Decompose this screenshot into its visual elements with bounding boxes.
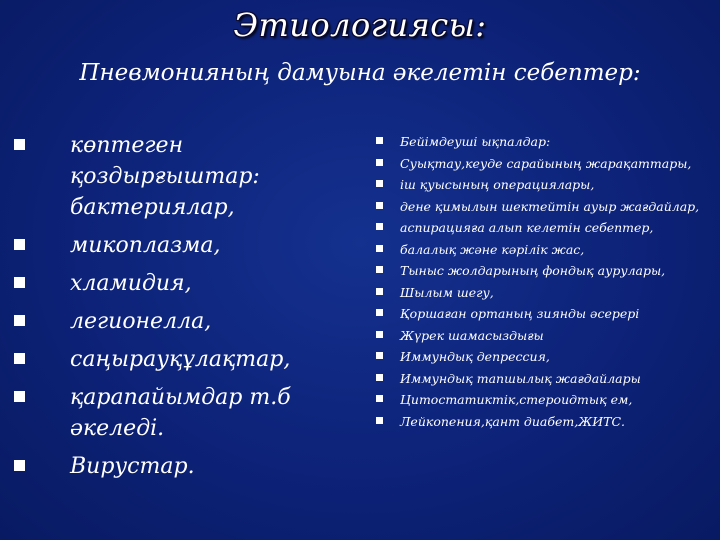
square-bullet-icon	[14, 460, 25, 471]
square-bullet-icon	[376, 331, 383, 338]
causative-agents-list	[14, 130, 359, 489]
list-item	[376, 325, 714, 347]
square-bullet-icon	[14, 391, 25, 402]
list-item-text: легионелла,	[70, 309, 212, 334]
list-item	[376, 346, 714, 368]
square-bullet-icon	[376, 137, 383, 144]
square-bullet-icon	[376, 159, 383, 166]
square-bullet-icon	[376, 223, 383, 230]
list-item	[14, 451, 359, 482]
list-item-text: Шылым шегу,	[400, 284, 494, 300]
square-bullet-icon	[14, 277, 25, 288]
list-item	[14, 306, 359, 337]
list-item-text: Цитостатиктік,стероидтық ем,	[400, 392, 633, 407]
list-item	[14, 344, 359, 375]
list-item-text: Жүрек шамасыздығы	[400, 327, 544, 343]
square-bullet-icon	[376, 417, 383, 424]
square-bullet-icon	[376, 245, 383, 252]
list-item	[376, 174, 714, 196]
list-item-text: Лейкопения,қант диабет,ЖИТС.	[400, 413, 626, 429]
square-bullet-icon	[376, 374, 383, 381]
list-item-text: көптеген қоздырғыштар: бактериялар,	[70, 133, 260, 220]
list-item	[14, 130, 359, 223]
list-item	[376, 368, 714, 390]
square-bullet-icon	[376, 395, 383, 402]
list-item-text: Иммундық депрессия,	[400, 349, 550, 364]
square-bullet-icon	[376, 266, 383, 273]
slide-subtitle: Пневмонияның дамуына әкелетін себептер:	[79, 60, 641, 86]
square-bullet-icon	[376, 352, 383, 359]
list-item-text: Вирустар.	[70, 454, 195, 479]
risk-factors-list	[376, 131, 714, 432]
list-item	[376, 282, 714, 304]
list-item-text: микоплазма,	[70, 233, 221, 258]
list-item	[14, 268, 359, 299]
list-item-text: хламидия,	[70, 271, 192, 296]
slide-title: Этиологиясы:	[233, 6, 487, 44]
list-item-text: Қоршаған ортаның зиянды әсерері	[400, 306, 640, 321]
square-bullet-icon	[14, 353, 25, 364]
list-item-text: іш қуысының операциялары,	[400, 177, 595, 192]
list-item	[376, 153, 714, 175]
list-item-text: балалық және кәрілік жас,	[400, 241, 585, 257]
square-bullet-icon	[376, 309, 383, 316]
square-bullet-icon	[376, 202, 383, 209]
square-bullet-icon	[376, 288, 383, 295]
list-item	[376, 303, 714, 325]
list-item-text: Тыныс жолдарының фондық аурулары,	[400, 263, 666, 278]
list-item-text: Суықтау,кеуде сарайының жарақаттары,	[400, 155, 692, 171]
square-bullet-icon	[376, 180, 383, 187]
list-item-text: саңырауқұлақтар,	[70, 347, 291, 372]
list-item	[376, 217, 714, 239]
square-bullet-icon	[14, 239, 25, 250]
list-item	[14, 230, 359, 261]
square-bullet-icon	[14, 315, 25, 326]
list-item-text: Бейімдеуші ықпалдар:	[400, 134, 551, 149]
list-item	[376, 196, 714, 218]
list-item	[376, 411, 714, 433]
list-item	[376, 260, 714, 282]
square-bullet-icon	[14, 139, 25, 150]
list-item-text: Иммундық тапшылық жағдайлары	[400, 370, 641, 386]
list-item-text: аспирацияға алып келетін себептер,	[400, 220, 654, 235]
list-item	[14, 382, 359, 444]
list-item	[376, 239, 714, 261]
list-item-text: қарапайымдар т.б әкеледі.	[70, 385, 291, 441]
list-item-text: дене қимылын шектейтін ауыр жағдайлар,	[400, 198, 700, 214]
list-item	[376, 131, 714, 153]
list-item	[376, 389, 714, 411]
